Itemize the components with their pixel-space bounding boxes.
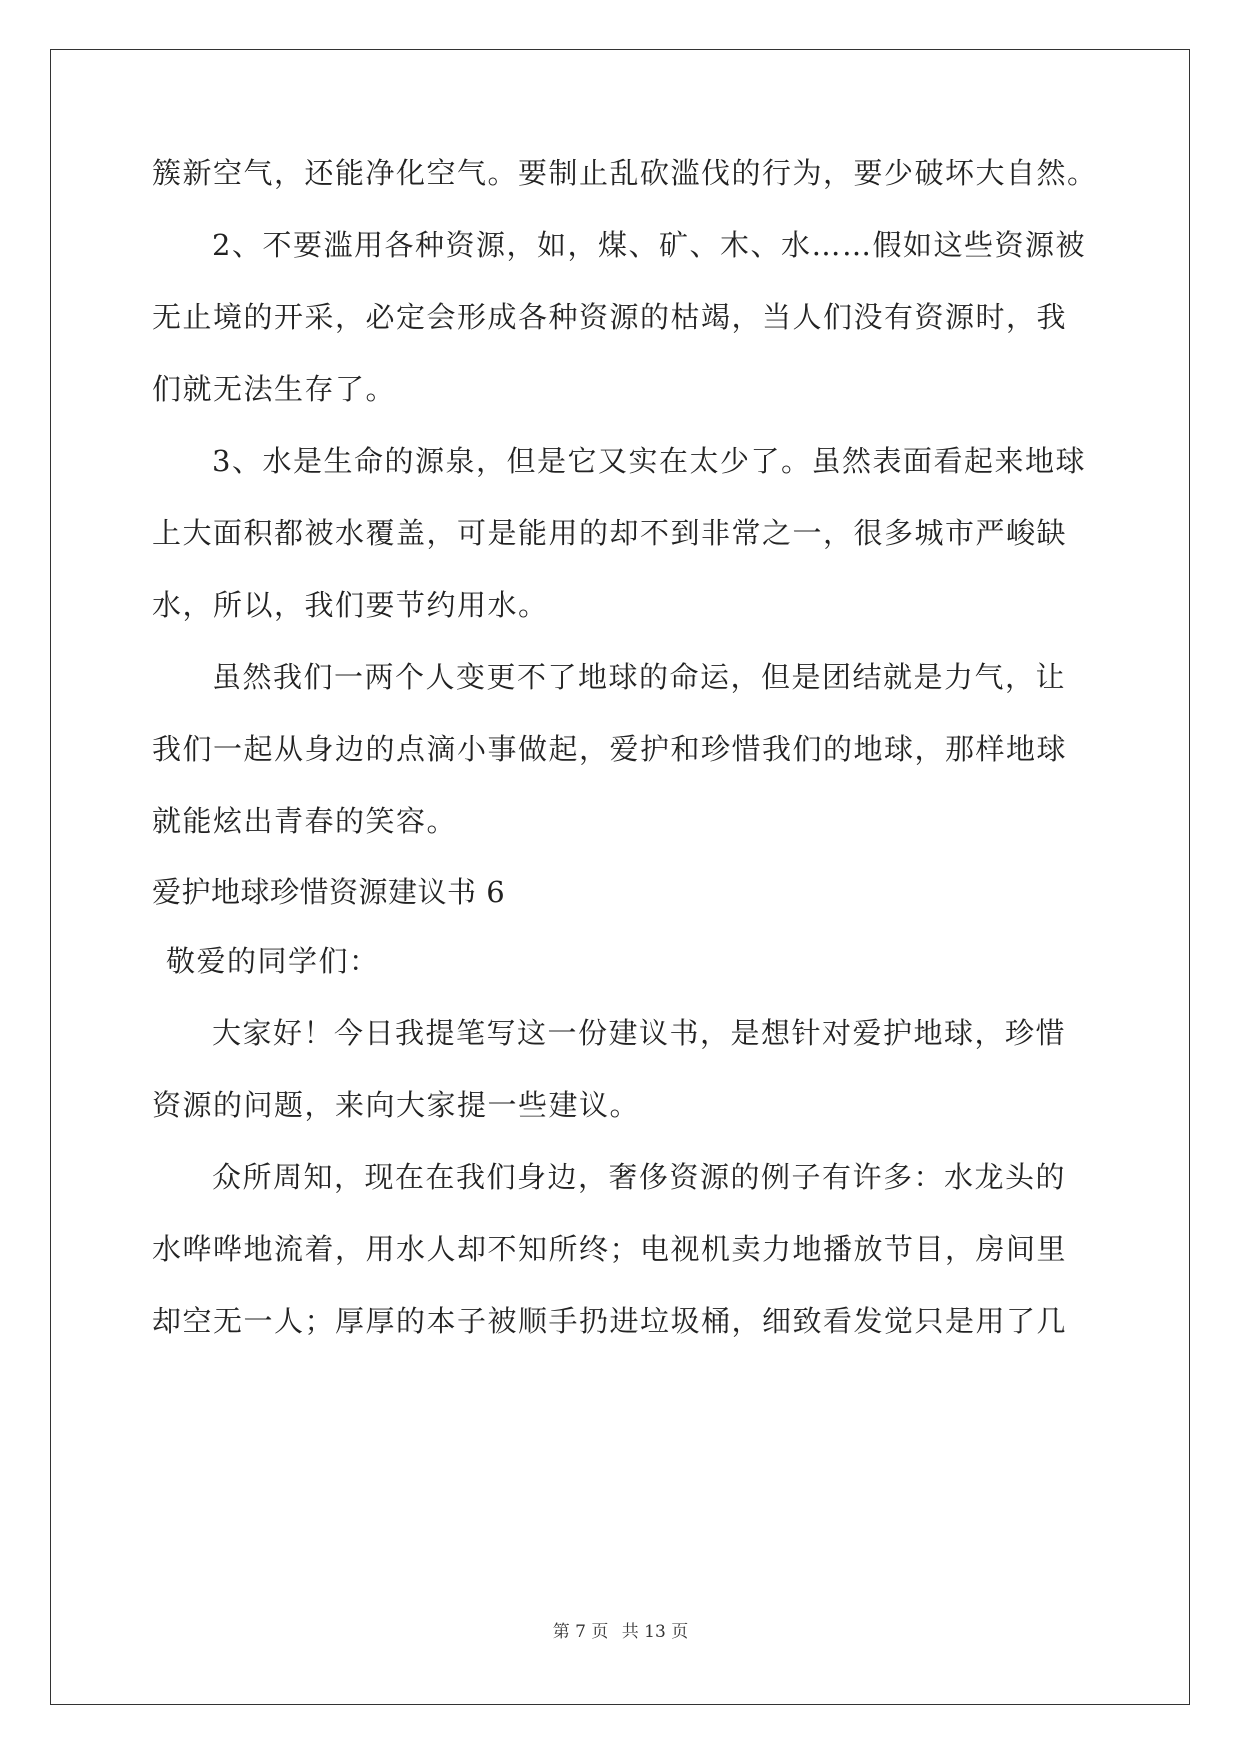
body-line: 上大面积都被水覆盖，可是能用的却不到非常之一，很多城市严峻缺 xyxy=(152,516,1068,550)
salutation: 敬爱的同学们： xyxy=(166,944,380,978)
current-page-label: 第 7 页 xyxy=(552,1622,609,1642)
section-heading: 爱护地球珍惜资源建议书 6 xyxy=(152,875,506,909)
total-pages-label: 共 13 页 xyxy=(621,1622,689,1642)
body-line: 却空无一人；厚厚的本子被顺手扔进垃圾桶，细致看发觉只是用了几 xyxy=(152,1304,1068,1338)
body-line: 们就无法生存了。 xyxy=(152,372,397,406)
body-line: 众所周知，现在在我们身边，奢侈资源的例子有许多：水龙头的 xyxy=(212,1160,1067,1194)
body-line: 我们一起从身边的点滴小事做起，爱护和珍惜我们的地球，那样地球 xyxy=(152,732,1068,766)
body-line: 无止境的开采，必定会形成各种资源的枯竭，当人们没有资源时，我 xyxy=(152,300,1068,334)
page-footer xyxy=(0,1620,1241,1644)
body-line: 簇新空气，还能净化空气。要制止乱砍滥伐的行为，要少破坏大自然。 xyxy=(152,156,1098,190)
body-line: 就能炫出青春的笑容。 xyxy=(152,804,458,838)
body-line: 资源的问题，来向大家提一些建议。 xyxy=(152,1088,641,1122)
body-line: 大家好！今日我提笔写这一份建议书，是想针对爱护地球，珍惜 xyxy=(212,1016,1067,1050)
body-line: 2、不要滥用各种资源，如，煤、矿、木、水……假如这些资源被 xyxy=(212,228,1086,262)
body-line: 水，所以，我们要节约用水。 xyxy=(152,588,549,622)
body-line: 水哗哗地流着，用水人却不知所终；电视机卖力地播放节目，房间里 xyxy=(152,1232,1068,1266)
body-line: 虽然我们一两个人变更不了地球的命运，但是团结就是力气，让 xyxy=(212,660,1067,694)
body-line: 3、水是生命的源泉，但是它又实在太少了。虽然表面看起来地球 xyxy=(212,444,1086,478)
